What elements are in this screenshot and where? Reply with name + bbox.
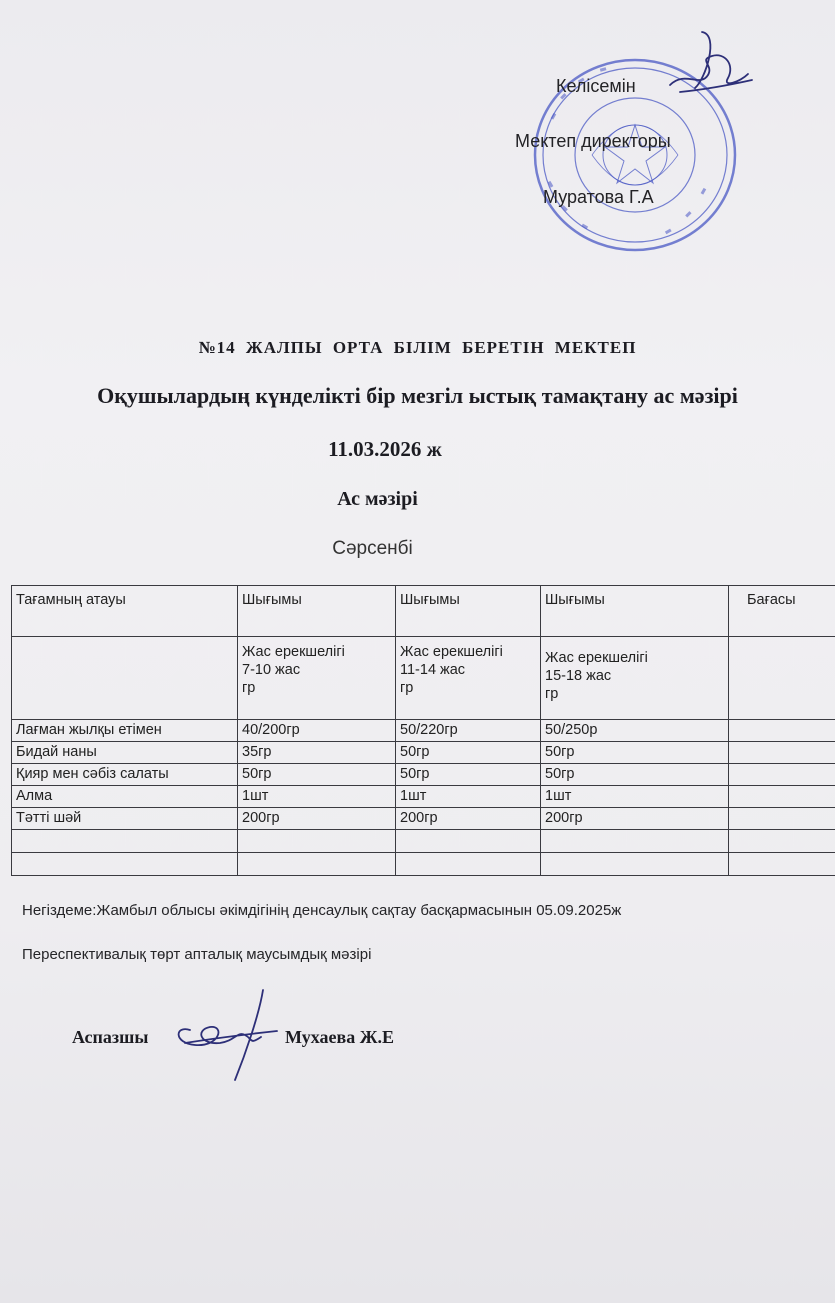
table-cell [12,830,238,853]
table-cell: 50гр [541,742,729,764]
table-row [12,764,835,786]
age-group-label: Жас ерекшелігі [545,650,648,666]
table-cell [12,637,238,720]
table-cell: 50/220гр [396,720,541,742]
table-cell: 50гр [396,764,541,786]
table-cell: Алма [12,786,238,808]
table-cell: 200гр [396,808,541,830]
cook-signature [165,985,285,1085]
table-cell: Бидай наны [12,742,238,764]
age-group-cell [541,637,729,720]
table-cell [729,853,835,876]
table-row [12,742,835,764]
approval-agree-text: Келісемін [556,76,636,96]
age-group-cell [396,637,541,720]
age-group-unit: гр [242,680,256,696]
table-cell: 50гр [541,764,729,786]
table-header-cell: Бағасы [729,586,835,637]
table-cell [729,808,835,830]
age-group-label: Жас ерекшелігі [400,644,503,660]
table-header-cell: Тағамның атауы [12,586,238,637]
table-cell [729,830,835,853]
table-cell [541,830,729,853]
table-cell [729,764,835,786]
table-cell: 35гр [238,742,396,764]
table-row [12,853,835,876]
cook-name: Мухаева Ж.Е [285,1027,395,1047]
table-header-cell: Шығымы [541,586,729,637]
approval-director-name: Муратова Г.А [543,187,654,207]
basis-text-continued: Переспективалық төрт апталық маусымдық мәзірі [22,946,372,963]
table-cell [729,720,835,742]
age-group-range: 11-14 жас [400,662,466,678]
table-cell [729,786,835,808]
director-signature [640,30,760,120]
table-cell [396,853,541,876]
table-cell: 40/200гр [238,720,396,742]
table-cell: 50гр [238,764,396,786]
approval-director-title: Мектеп директоры [515,131,671,151]
table-cell: 1шт [238,786,396,808]
age-group-range: 7-10 жас [242,662,301,678]
table-cell: 200гр [541,808,729,830]
table-row [12,808,835,830]
table-cell: 50гр [396,742,541,764]
menu-day: Сәрсенбі [332,538,413,559]
table-cell [396,830,541,853]
table-cell [12,853,238,876]
age-group-label: Жас ерекшелігі [242,644,345,660]
table-cell [541,853,729,876]
table-cell [729,742,835,764]
table-header-cell: Шығымы [396,586,541,637]
table-cell [729,637,835,720]
table-row [12,830,835,853]
table-cell: 50/250р [541,720,729,742]
menu-label: Ас мәзірі [337,488,418,510]
table-header-row [12,586,835,637]
age-group-unit: гр [400,680,414,696]
table-cell: 200гр [238,808,396,830]
table-row [12,786,835,808]
table-row [12,720,835,742]
table-cell: Тәтті шәй [12,808,238,830]
table-age-group-row [12,637,835,720]
table-cell: 1шт [541,786,729,808]
table-cell [238,830,396,853]
menu-title: Оқушылардың күнделікті бір мезгіл ыстық тамақтану ас мәзірі [97,383,738,408]
table-header-cell: Шығымы [238,586,396,637]
age-group-unit: гр [545,686,559,702]
age-group-range: 15-18 жас [545,668,612,684]
table-cell: 1шт [396,786,541,808]
table-cell: Лағман жылқы етімен [12,720,238,742]
menu-table [11,585,835,876]
age-group-cell [238,637,396,720]
basis-text: Негіздеме:Жамбыл облысы әкімдігінің денсаулық сақтау басқармасынын 05.09.2025ж [22,902,622,919]
table-cell: Қияр мен сәбіз салаты [12,764,238,786]
school-title: №14 ЖАЛПЫ ОРТА БІЛІМ БЕРЕТІН МЕКТЕП [198,338,637,357]
cook-label: Аспазшы [72,1027,149,1047]
menu-date: 11.03.2026 ж [328,437,442,461]
table-cell [238,853,396,876]
